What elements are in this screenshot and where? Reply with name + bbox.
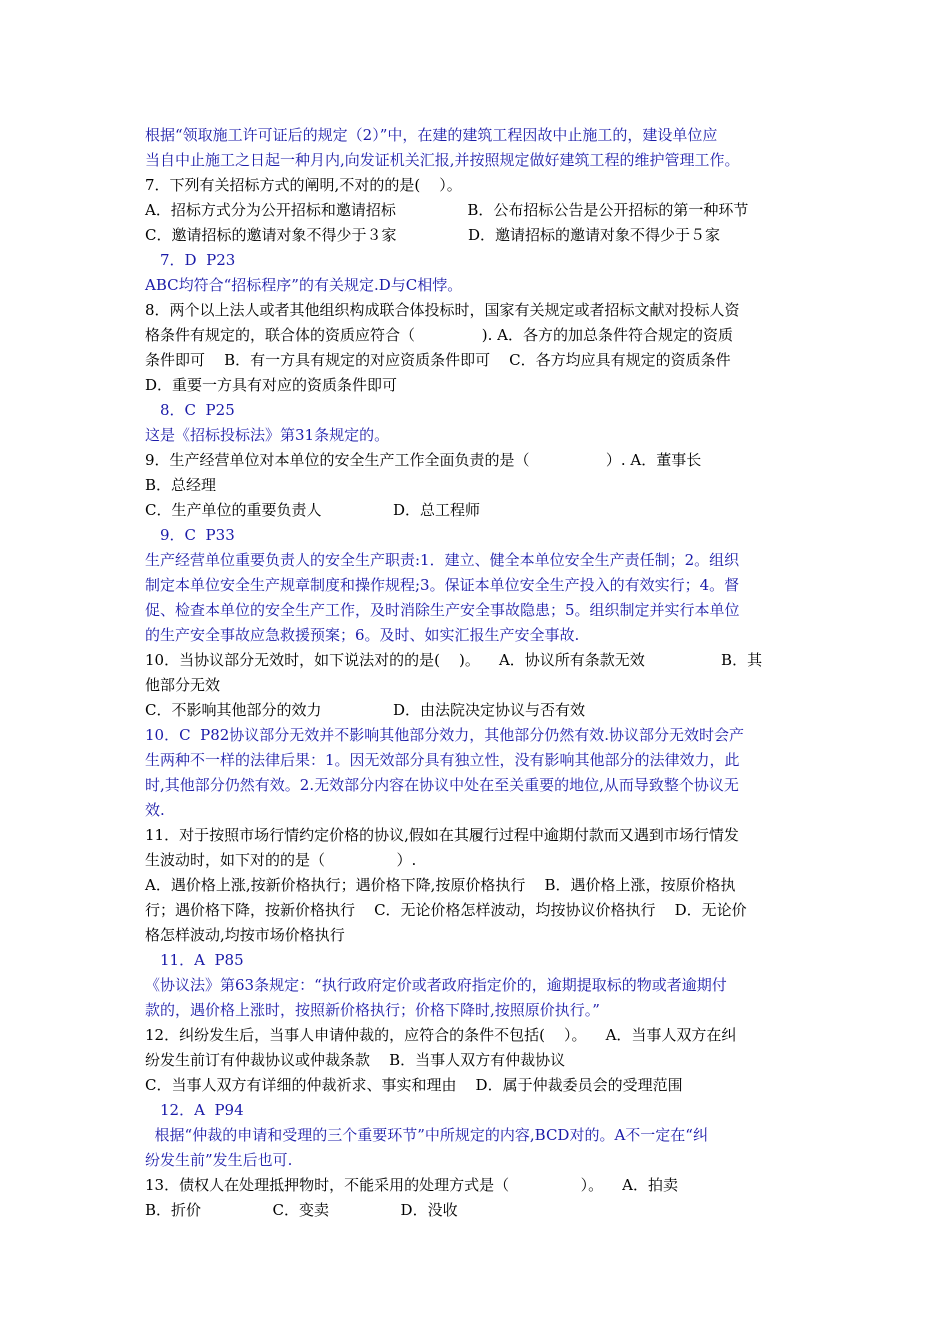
explanation-10-line-4: 效. [145, 801, 165, 819]
question-8-line-2: 格条件有规定的，联合体的资质应符合（ ). A．各方的加总条件符合规定的资质 [145, 326, 733, 344]
question-9-option-b: B．总经理 [145, 476, 217, 494]
explanation-9-line-1: 生产经营单位重要负责人的安全生产职责:1．建立、健全本单位安全生产责任制；2。组织 [145, 551, 740, 569]
explanation-9-line-3: 促、检查本单位的安全生产工作，及时消除生产安全事故隐患；5。组织制定并实行本单位 [145, 601, 740, 619]
question-7-options-cd: C．邀请招标的邀请对象不得少于３家 D．邀请招标的邀请对象不得少于５家 [145, 226, 721, 244]
question-12: 12．纠纷发生后，当事人申请仲裁的，应符合的条件不包括( ）。 A．当事人双方在纠 [145, 1026, 737, 1044]
question-11-options-line-3: 格怎样波动,均按市场价格执行 [145, 926, 345, 944]
question-8-option-d: D．重要一方具有对应的资质条件即可 [145, 376, 398, 394]
question-10-options-cd: C．不影响其他部分的效力 D．由法院决定协议与否有效 [145, 701, 586, 719]
explanation-11-line-1: 《协议法》第63条规定：“执行政府定价或者政府指定价的，逾期提取标的物或者逾期付 [145, 976, 727, 994]
question-11: 11．对于按照市场行情约定价格的协议,假如在其履行过程中逾期付款而又遇到市场行情发 [145, 826, 739, 844]
question-12-options-cd: C．当事人双方有详细的仲裁祈求、事实和理由 D．属于仲裁委员会的受理范围 [145, 1076, 683, 1094]
answer-7: 7．D P23 [160, 251, 236, 269]
explanation-8: 这是《招标投标法》第31条规定的。 [145, 426, 390, 444]
explanation-10-line-3: 时,其他部分仍然有效。2.无效部分内容在协议中处在至关重要的地位,从而导致整个协议无 [145, 776, 739, 794]
explanation-12-line-2: 纷发生前”发生后也可. [145, 1151, 293, 1169]
answer-12: 12．A P94 [160, 1101, 244, 1119]
question-10-line-2: 他部分无效 [145, 676, 221, 694]
question-8: 8．两个以上法人或者其他组织构成联合体投标时，国家有关规定或者招标文献对投标人资 [145, 301, 740, 319]
explanation-12-line-1: 根据“仲裁的申请和受理的三个重要环节”中所规定的内容,BCD对的。A不一定在“纠 [145, 1126, 708, 1144]
question-7-options-ab: A．招标方式分为公开招标和邀请招标 B．公布招标公告是公开招标的第一种环节 [145, 201, 749, 219]
explanation-7: ABC均符合“招标程序”的有关规定.D与C相悖。 [145, 276, 463, 294]
answer-10: 10．C P82协议部分无效并不影响其他部分效力，其他部分仍然有效.协议部分无效时会产 [145, 726, 745, 744]
question-13: 13．债权人在处理抵押物时，不能采用的处理方式是（ ）。 A．拍卖 [145, 1176, 679, 1194]
question-11-options-line-2: 行；遇价格下降，按新价格执行 C．无论价格怎样波动，均按协议价格执行 D．无论价 [145, 901, 747, 919]
explanation-9-line-2: 制定本单位安全生产规章制度和操作规程;3。保证本单位安全生产投入的有效实行；4。督 [145, 576, 740, 594]
explanation-9-line-4: 的生产安全事故应急救援预案；6。及时、如实汇报生产安全事故. [145, 626, 580, 644]
question-10: 10．当协议部分无效时，如下说法对的的是( )。 A．协议所有条款无效 B．其 [145, 651, 763, 669]
explanation-10-line-2: 生两种不一样的法律后果：1。因无效部分具有独立性，没有影响其他部分的法律效力，此 [145, 751, 740, 769]
question-12-line-2: 纷发生前订有仲裁协议或仲裁条款 B．当事人双方有仲裁协议 [145, 1051, 566, 1069]
question-11-options-line-1: A．遇价格上涨,按新价格执行；遇价格下降,按原价格执行 B．遇价格上涨，按原价格执 [145, 876, 736, 894]
question-11-line-2: 生波动时，如下对的的是（ ）. [145, 851, 417, 869]
line-2: 当自中止施工之日起一种月内,向发证机关汇报,并按照规定做好建筑工程的维护管理工作。 [145, 151, 740, 169]
question-9: 9．生产经营单位对本单位的安全生产工作全面负责的是（ ）. A．董事长 [145, 451, 702, 469]
question-9-options-cd: C．生产单位的重要负责人 D．总工程师 [145, 501, 481, 519]
question-13-options: B．折价 C．变卖 D．没收 [145, 1201, 458, 1219]
line-1: 根据“领取施工许可证后的规定（2）”中，在建的建筑工程因故中止施工的，建设单位应 [145, 126, 718, 144]
question-8-line-3: 条件即可 B．有一方具有规定的对应资质条件即可 C．各方均应具有规定的资质条件 [145, 351, 731, 369]
answer-9: 9．C P33 [160, 526, 235, 544]
explanation-11-line-2: 款的，遇价格上涨时，按照新价格执行；价格下降时,按照原价执行。” [145, 1001, 600, 1019]
question-7: 7．下列有关招标方式的阐明,不对的的是( ）。 [145, 176, 462, 194]
answer-8: 8．C P25 [160, 401, 235, 419]
answer-11: 11．A P85 [160, 951, 244, 969]
